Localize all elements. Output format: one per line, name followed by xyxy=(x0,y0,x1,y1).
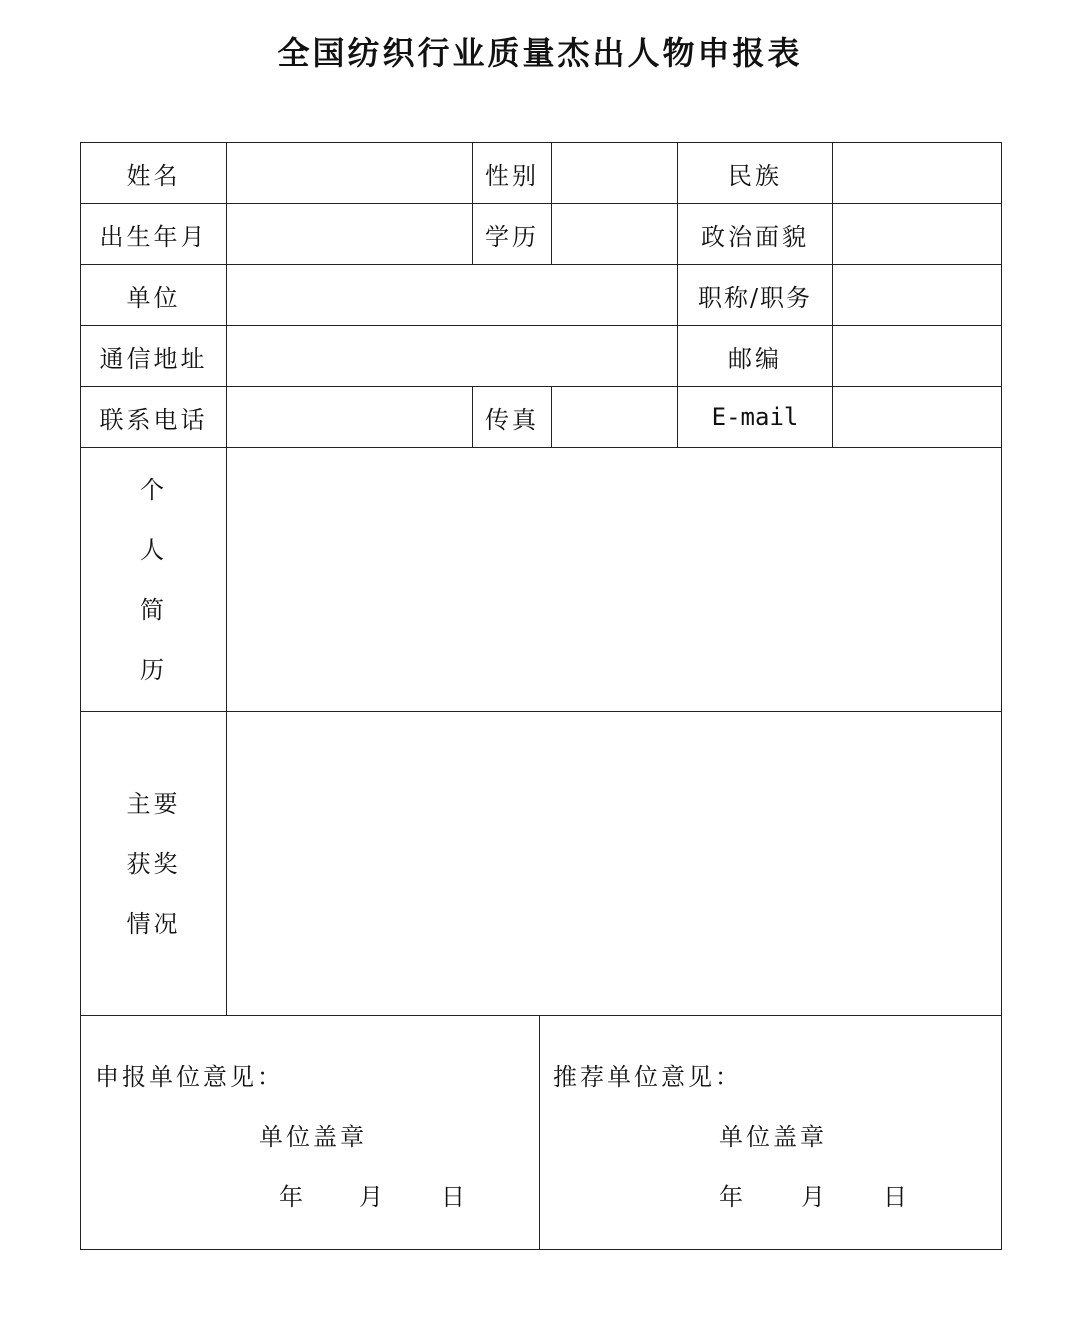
resume-label-char: 人 xyxy=(140,535,167,564)
address-label: 通信地址 xyxy=(99,344,208,373)
resume-label-char: 个 xyxy=(140,475,167,504)
awards-label-line: 主要 xyxy=(126,789,181,818)
title-position-label: 职称/职务 xyxy=(697,283,813,312)
political-field[interactable] xyxy=(833,204,1001,264)
awards-field[interactable] xyxy=(227,712,1001,1015)
applicant-seal-label: 单位盖章 xyxy=(259,1123,367,1151)
applicant-opinion-label: 申报单位意见： xyxy=(95,1063,284,1091)
birth-label: 出生年月 xyxy=(99,222,208,251)
gender-field[interactable] xyxy=(552,143,677,203)
resume-label xyxy=(81,448,226,711)
applicant-year-label: 年 xyxy=(279,1183,306,1211)
fax-label: 传真 xyxy=(485,405,539,434)
birth-field[interactable] xyxy=(227,204,472,264)
gender-label: 性别 xyxy=(485,161,539,190)
email-label: E-mail xyxy=(711,403,799,431)
education-label: 学历 xyxy=(485,222,539,251)
applicant-day-label: 日 xyxy=(441,1183,468,1211)
recommender-month-label: 月 xyxy=(801,1183,828,1211)
title-position-field[interactable] xyxy=(833,265,1001,325)
recommender-day-label: 日 xyxy=(883,1183,910,1211)
unit-label: 单位 xyxy=(126,283,181,312)
ethnicity-label: 民族 xyxy=(728,161,782,190)
awards-label-line: 获奖 xyxy=(126,849,181,878)
application-form xyxy=(80,142,1002,1250)
recommender-year-label: 年 xyxy=(719,1183,746,1211)
row-divider xyxy=(81,1015,1001,1016)
email-field[interactable] xyxy=(833,387,1001,447)
resume-label-char: 简 xyxy=(140,595,167,624)
postcode-label: 邮编 xyxy=(728,344,782,373)
address-field[interactable] xyxy=(227,326,677,386)
phone-field[interactable] xyxy=(227,387,472,447)
awards-label xyxy=(81,712,226,1015)
recommender-seal-label: 单位盖章 xyxy=(719,1123,827,1151)
phone-label: 联系电话 xyxy=(99,405,208,434)
name-field[interactable] xyxy=(227,143,472,203)
political-label: 政治面貌 xyxy=(701,222,809,251)
unit-field[interactable] xyxy=(227,265,677,325)
applicant-month-label: 月 xyxy=(359,1183,386,1211)
ethnicity-field[interactable] xyxy=(833,143,1001,203)
name-label: 姓名 xyxy=(126,161,181,190)
postcode-field[interactable] xyxy=(833,326,1001,386)
form-title: 全国纺织行业质量杰出人物申报表 xyxy=(277,34,803,72)
education-field[interactable] xyxy=(552,204,677,264)
col-divider xyxy=(539,1015,540,1249)
resume-field[interactable] xyxy=(227,448,1001,711)
resume-label-char: 历 xyxy=(140,655,167,684)
awards-label-line: 情况 xyxy=(126,909,181,938)
fax-field[interactable] xyxy=(552,387,677,447)
recommender-opinion-label: 推荐单位意见： xyxy=(553,1063,742,1091)
